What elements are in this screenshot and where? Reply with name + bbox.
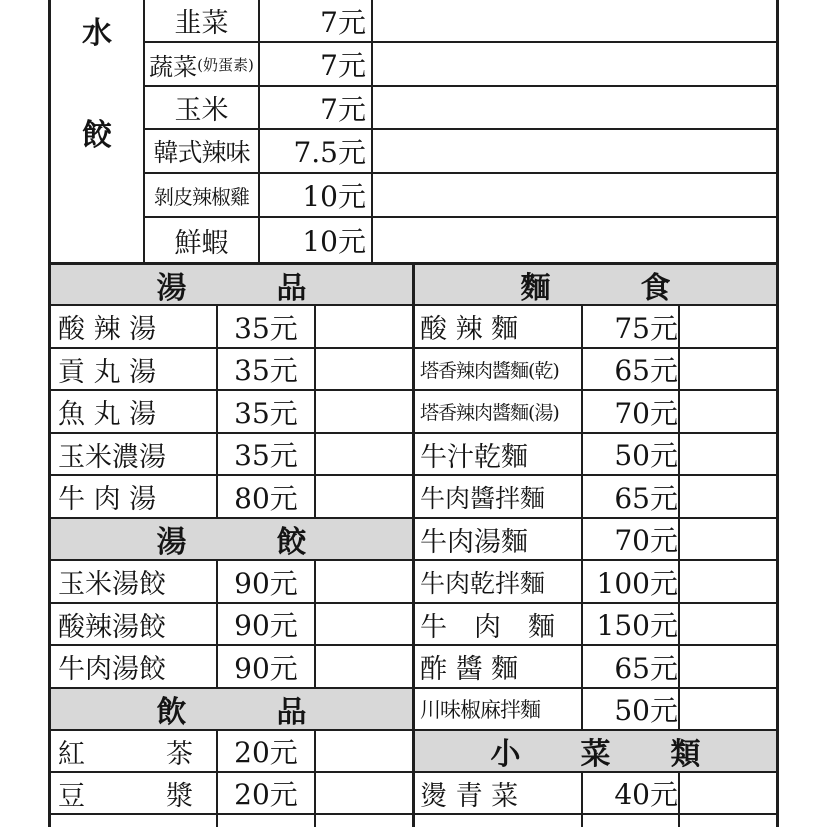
soup-name: 貢 丸 湯 — [58, 356, 157, 388]
drinks-header: 飲 品 — [156, 695, 307, 729]
soup-dumpling-name: 玉米湯餃 — [58, 569, 166, 600]
soup-price: 35元 — [234, 439, 298, 472]
noodle-price: 100元 — [596, 566, 678, 600]
dumpling-name-note: (奶蛋素) — [197, 55, 254, 74]
grid-line — [371, 0, 373, 263]
dumpling-name: 韭菜 — [174, 8, 229, 39]
dumpling-name: 玉米 — [174, 95, 229, 126]
noodle-price: 150元 — [596, 609, 678, 642]
grid-line — [314, 559, 316, 688]
noodles-header: 麵 食 — [520, 270, 671, 304]
dumplings-label-dumpling: 餃 — [82, 118, 112, 152]
side-dish-name: 燙 青 菜 — [420, 780, 519, 812]
noodle-price: 50元 — [614, 694, 678, 727]
soup-dumpling-name: 牛肉湯餃 — [58, 654, 166, 685]
soup-price: 35元 — [234, 311, 298, 345]
soup-price: 80元 — [234, 481, 298, 515]
noodle-name: 牛肉乾拌麵 — [420, 568, 546, 598]
noodle-name: 牛 肉 麵 — [420, 611, 555, 643]
noodle-name: 牛肉醬拌麵 — [420, 483, 546, 513]
noodle-price: 70元 — [614, 524, 678, 557]
drink-name: 紅 茶 — [58, 738, 193, 770]
noodle-name: 牛汁乾麵 — [420, 441, 528, 473]
soup-name: 牛 肉 湯 — [58, 484, 157, 515]
dumpling-price: 7元 — [320, 5, 366, 39]
noodle-price: 70元 — [614, 396, 678, 430]
dumpling-price: 7元 — [320, 49, 366, 82]
dumpling-name: 韓式辣味 — [153, 138, 250, 167]
noodle-price: 65元 — [614, 354, 678, 387]
noodle-price: 50元 — [614, 439, 678, 472]
noodle-price: 65元 — [614, 481, 678, 515]
dumpling-price: 10元 — [302, 225, 366, 258]
soup-name: 魚 丸 湯 — [58, 399, 157, 430]
soup-price: 35元 — [234, 354, 298, 387]
grid-line — [48, 813, 779, 815]
soups-header: 湯 品 — [156, 270, 307, 304]
dumpling-price: 7.5元 — [293, 136, 366, 169]
dumpling-price: 7元 — [320, 92, 366, 126]
soup-dumpling-price: 90元 — [234, 609, 298, 642]
soup-dumpling-name: 酸辣湯餃 — [58, 611, 166, 643]
noodle-name: 牛肉湯麵 — [420, 526, 528, 558]
soup-dumplings-header: 湯 餃 — [156, 525, 307, 559]
drink-price: 20元 — [234, 736, 298, 769]
dumpling-name-text: 蔬菜 — [149, 52, 198, 81]
soup-dumpling-price: 90元 — [234, 651, 298, 685]
soup-name: 玉米濃湯 — [58, 441, 166, 473]
side-dishes-header: 小 菜 類 — [490, 737, 701, 771]
noodle-name: 酸 辣 麵 — [420, 314, 519, 345]
side-dish-price: 40元 — [614, 778, 678, 811]
dumpling-name: 剝皮辣椒雞 — [154, 184, 249, 209]
dumplings-label-water: 水 — [82, 16, 112, 50]
soup-price: 35元 — [234, 396, 298, 430]
noodle-name: 川味椒麻拌麵 — [420, 698, 540, 722]
noodle-price: 75元 — [614, 311, 678, 345]
soup-name: 酸 辣 湯 — [58, 314, 157, 345]
noodle-name: 塔香辣肉醬麵(湯) — [420, 402, 559, 424]
drink-price: 20元 — [234, 778, 298, 811]
grid-line — [776, 0, 779, 827]
dumpling-price: 10元 — [302, 180, 366, 213]
drink-name: 豆 漿 — [58, 780, 193, 812]
noodle-name: 塔香辣肉醬麵(乾) — [420, 359, 559, 382]
noodle-price: 65元 — [614, 651, 678, 685]
dumpling-name — [145, 43, 258, 85]
noodle-name: 酢 醬 麵 — [420, 654, 519, 685]
dumpling-name: 鮮蝦 — [174, 227, 229, 259]
soup-dumpling-price: 90元 — [234, 566, 298, 600]
grid-line — [314, 305, 316, 518]
